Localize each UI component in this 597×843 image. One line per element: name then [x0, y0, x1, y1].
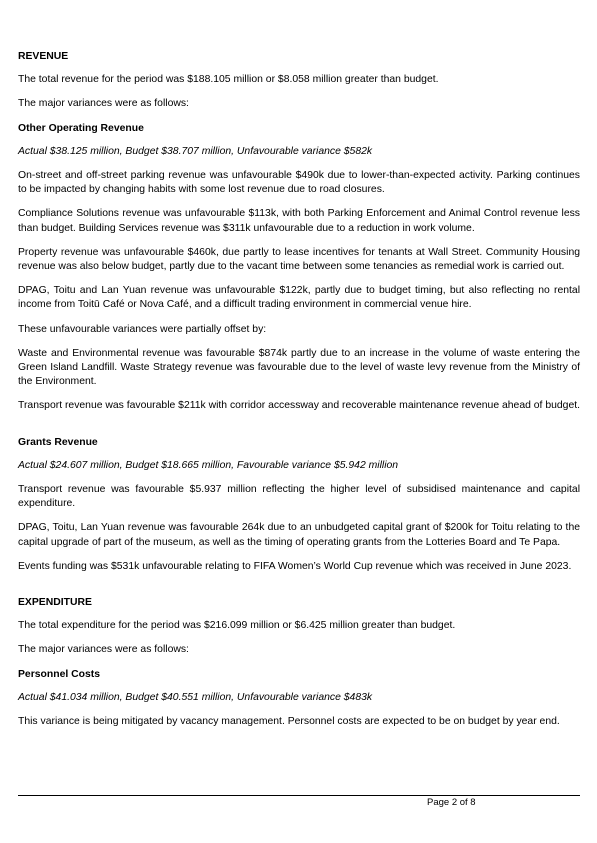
personnel-summary: Actual $41.034 million, Budget $40.551 million, Unfavourable variance $483k: [18, 691, 373, 703]
section-heading-expenditure: EXPENDITURE: [18, 597, 92, 609]
offset-intro-paragraph: These unfavourable variances were partially offset by:: [18, 323, 267, 335]
transport-revenue-paragraph: Transport revenue was favourable $211k with corridor accessway and recoverable maintenance revenue ahead of budget.: [18, 400, 581, 412]
grants-transport-paragraph: Transport revenue was favourable $5.937 million reflecting the higher level of subsidised maintenance and capital expenditure.: [18, 484, 580, 510]
waste-revenue-paragraph: Waste and Environmental revenue was favourable $874k partly due to an increase in the volume of waste entering the Green Island Landfill. Waste Strategy revenue was favourable due to the level of waste levy revenue from the Ministry of the Environment.: [18, 347, 580, 388]
revenue-variances-intro: The major variances were as follows:: [18, 98, 189, 110]
other-operating-summary: Actual $38.125 million, Budget $38.707 million, Unfavourable variance $582k: [18, 145, 373, 157]
grants-summary: Actual $24.607 million, Budget $18.665 million, Favourable variance $5.942 million: [18, 459, 399, 471]
subheading-personnel-costs: Personnel Costs: [18, 668, 100, 680]
dpag-revenue-paragraph: DPAG, Toitu and Lan Yuan revenue was unfavourable $122k, partly due to budget timing, but also reflecting no rental income from Toitū Café or Nova Café, and a difficult trading environment in commercial venue hire.: [18, 285, 580, 311]
compliance-revenue-paragraph: Compliance Solutions revenue was unfavourable $113k, with both Parking Enforcement and Animal Control revenue less than budget. Building Services revenue was $311k unfavourable due to a reduction in work volume.: [18, 208, 580, 234]
revenue-total-paragraph: The total revenue for the period was $188.105 million or $8.058 million greater than budget.: [18, 74, 439, 86]
subheading-grants-revenue: Grants Revenue: [18, 436, 98, 448]
personnel-paragraph: This variance is being mitigated by vacancy management. Personnel costs are expected to be on budget by year end.: [18, 716, 560, 728]
document-body: [18, 50, 580, 729]
section-heading-revenue: REVENUE: [18, 51, 69, 62]
parking-revenue-paragraph: On-street and off-street parking revenue was unfavourable $490k due to lower-than-expected activity. Parking continues to be impacted by changing habits with some lost revenue due to road closures.: [18, 170, 580, 196]
grants-dpag-paragraph: DPAG, Toitu, Lan Yuan revenue was favourable 264k due to an unbudgeted capital grant of $200k for Toitu relating to the capital upgrade of part of the museum, as well as the timing of operating grants from the Lotteries Board and Te Papa.: [18, 522, 580, 548]
property-revenue-paragraph: Property revenue was unfavourable $460k, due partly to lease incentives for tenants at Wall Street. Community Housing revenue was also below budget, partly due to the vacant time between some tenancies as remedial work is carried out.: [18, 246, 580, 273]
page-number: Page 2 of 8: [427, 797, 476, 808]
subheading-other-operating-revenue: Other Operating Revenue: [18, 122, 144, 134]
expenditure-variances-intro: The major variances were as follows:: [18, 644, 189, 656]
events-funding-paragraph: Events funding was $531k unfavourable relating to FIFA Women’s World Cup revenue which was received in June 2023.: [18, 560, 572, 572]
footer-divider: [18, 795, 580, 796]
expenditure-total-paragraph: The total expenditure for the period was $216.099 million or $6.425 million greater than budget.: [18, 620, 456, 632]
